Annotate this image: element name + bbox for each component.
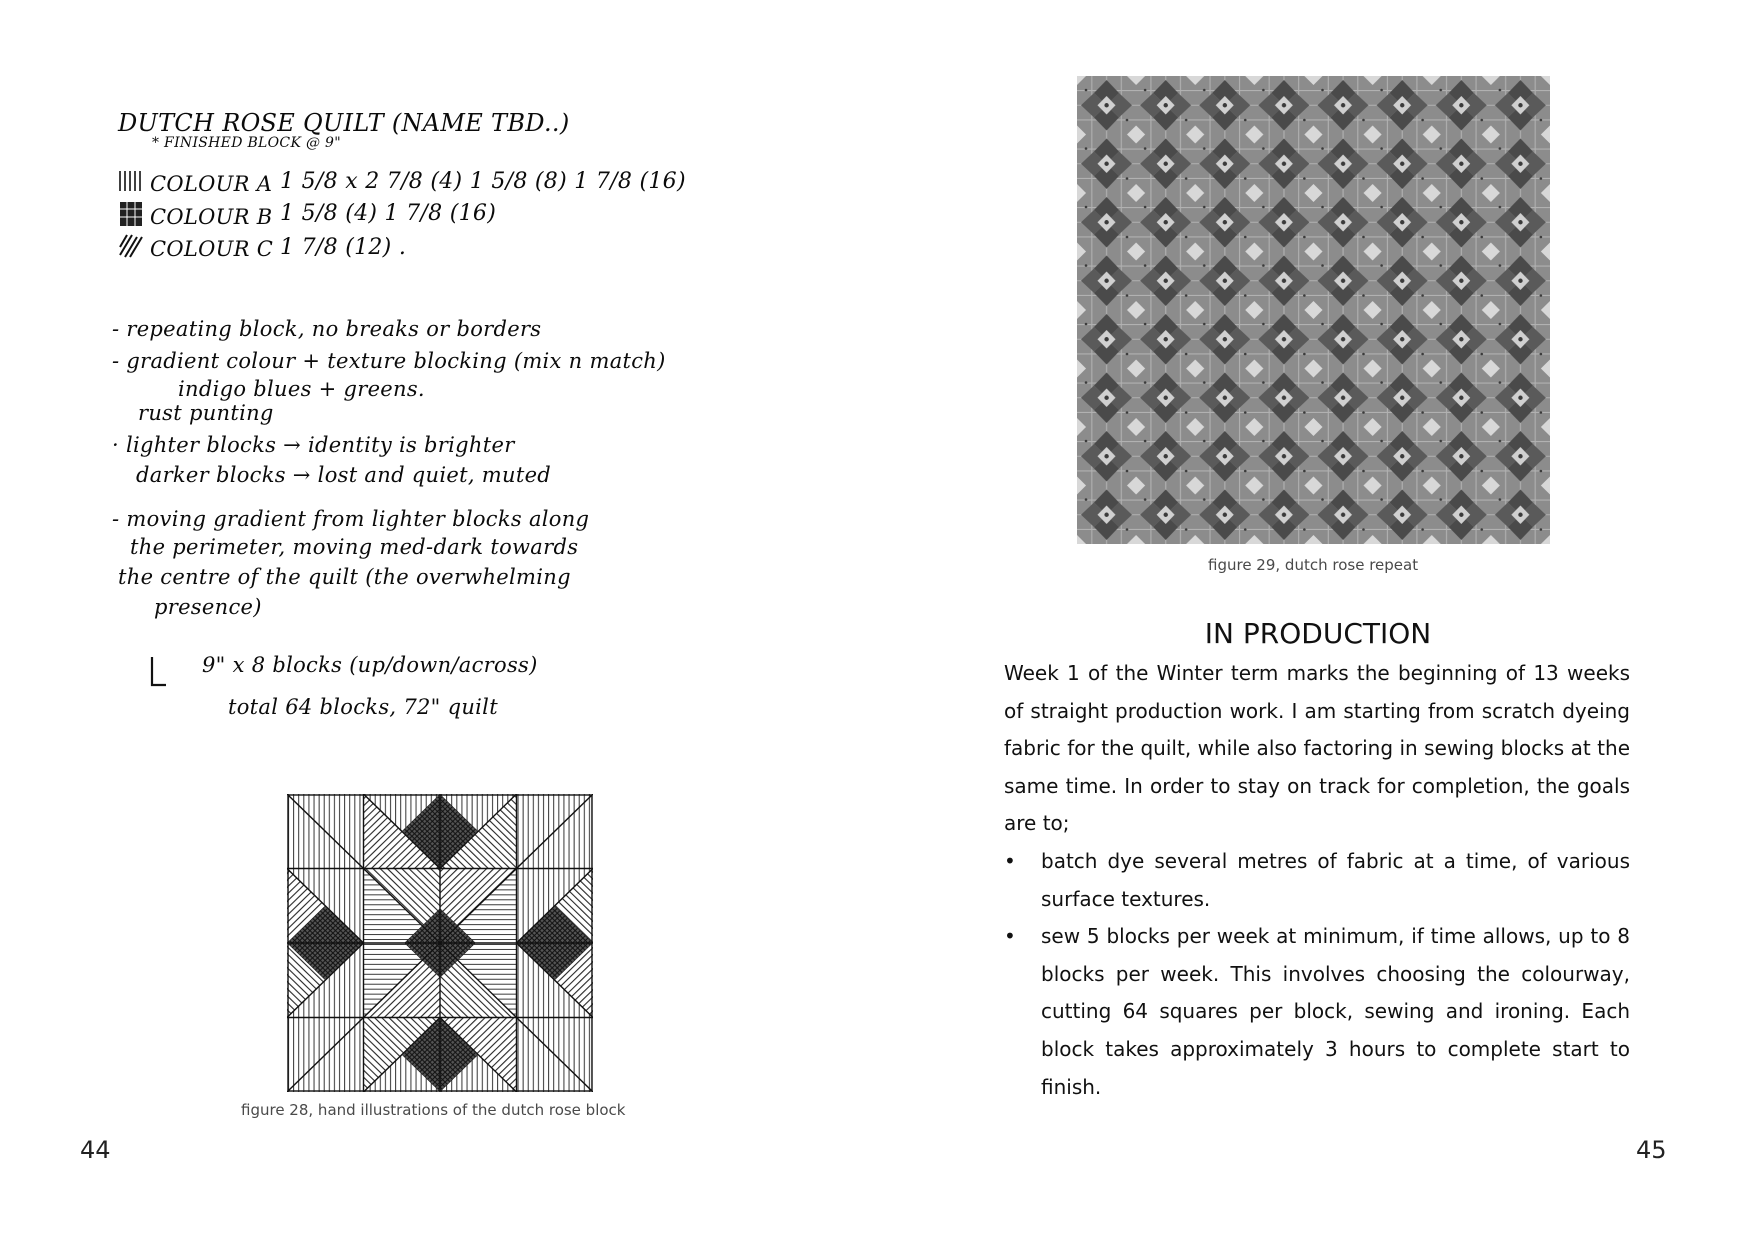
section-heading: IN PRODUCTION: [1204, 617, 1432, 650]
colour-b-label: COLOUR B: [150, 205, 273, 229]
bracket-mark: [148, 655, 168, 689]
figure-28-caption: figure 28, hand illustrations of the dutch rose block: [241, 1101, 626, 1119]
note-line: 9" x 8 blocks (up/down/across): [202, 653, 538, 677]
page-number-right: 45: [1636, 1136, 1667, 1164]
body-text: [1004, 655, 1630, 1106]
notes-subtitle: * FINISHED BLOCK @ 9": [152, 135, 341, 151]
colour-c-label: COLOUR C: [150, 237, 274, 261]
intro-paragraph: Week 1 of the Winter term marks the beginning of 13 weeks of straight production work. I am starting from scratch dyeing fabric for the quilt, while also factoring in sewing blocks at the same time. In order to stay on track for completion, the goals are to;: [1004, 661, 1630, 836]
note-line: - gradient colour + texture blocking (mix n match): [112, 349, 666, 373]
list-item: • batch dye several metres of fabric at a time, of various surface textures.: [1004, 843, 1630, 918]
note-line: - repeating block, no breaks or borders: [112, 317, 542, 341]
colour-b-measure: 1 5/8 (4) 1 7/8 (16): [280, 201, 497, 226]
goals-list: [1004, 843, 1630, 1106]
notes-title: DUTCH ROSE QUILT (NAME TBD..): [118, 109, 570, 137]
dutch-rose-block-illustration: [287, 794, 593, 1092]
colour-swatch-icons: [118, 169, 144, 259]
note-line: - moving gradient from lighter blocks along: [112, 507, 590, 531]
page-number-left: 44: [80, 1136, 111, 1164]
handwritten-notes: [110, 95, 730, 755]
note-line: rust punting: [138, 401, 274, 425]
note-line: total 64 blocks, 72" quilt: [228, 695, 498, 719]
note-line: presence): [154, 595, 262, 619]
note-line: the perimeter, moving med-dark towards: [130, 535, 579, 559]
figure-29-caption: figure 29, dutch rose repeat: [1208, 556, 1419, 574]
colour-a-label: COLOUR A: [150, 172, 273, 196]
colour-c-measure: 1 7/8 (12) .: [280, 235, 407, 260]
list-item: • sew 5 blocks per week at minimum, if time allows, up to 8 blocks per week. This involves choosing the colourway, cutting 64 squares per block, sewing and ironing. Each block takes approximately 3 hours to complete start to finish.: [1004, 918, 1630, 1106]
note-line: the centre of the quilt (the overwhelming: [118, 565, 571, 589]
colour-a-measure: 1 5/8 x 2 7/8 (4) 1 5/8 (8) 1 7/8 (16): [280, 169, 686, 194]
dutch-rose-repeat-photo: [1077, 76, 1550, 544]
note-line: · lighter blocks → identity is brighter: [112, 433, 515, 457]
note-line: indigo blues + greens.: [178, 377, 425, 401]
note-line: darker blocks → lost and quiet, muted: [136, 463, 552, 487]
